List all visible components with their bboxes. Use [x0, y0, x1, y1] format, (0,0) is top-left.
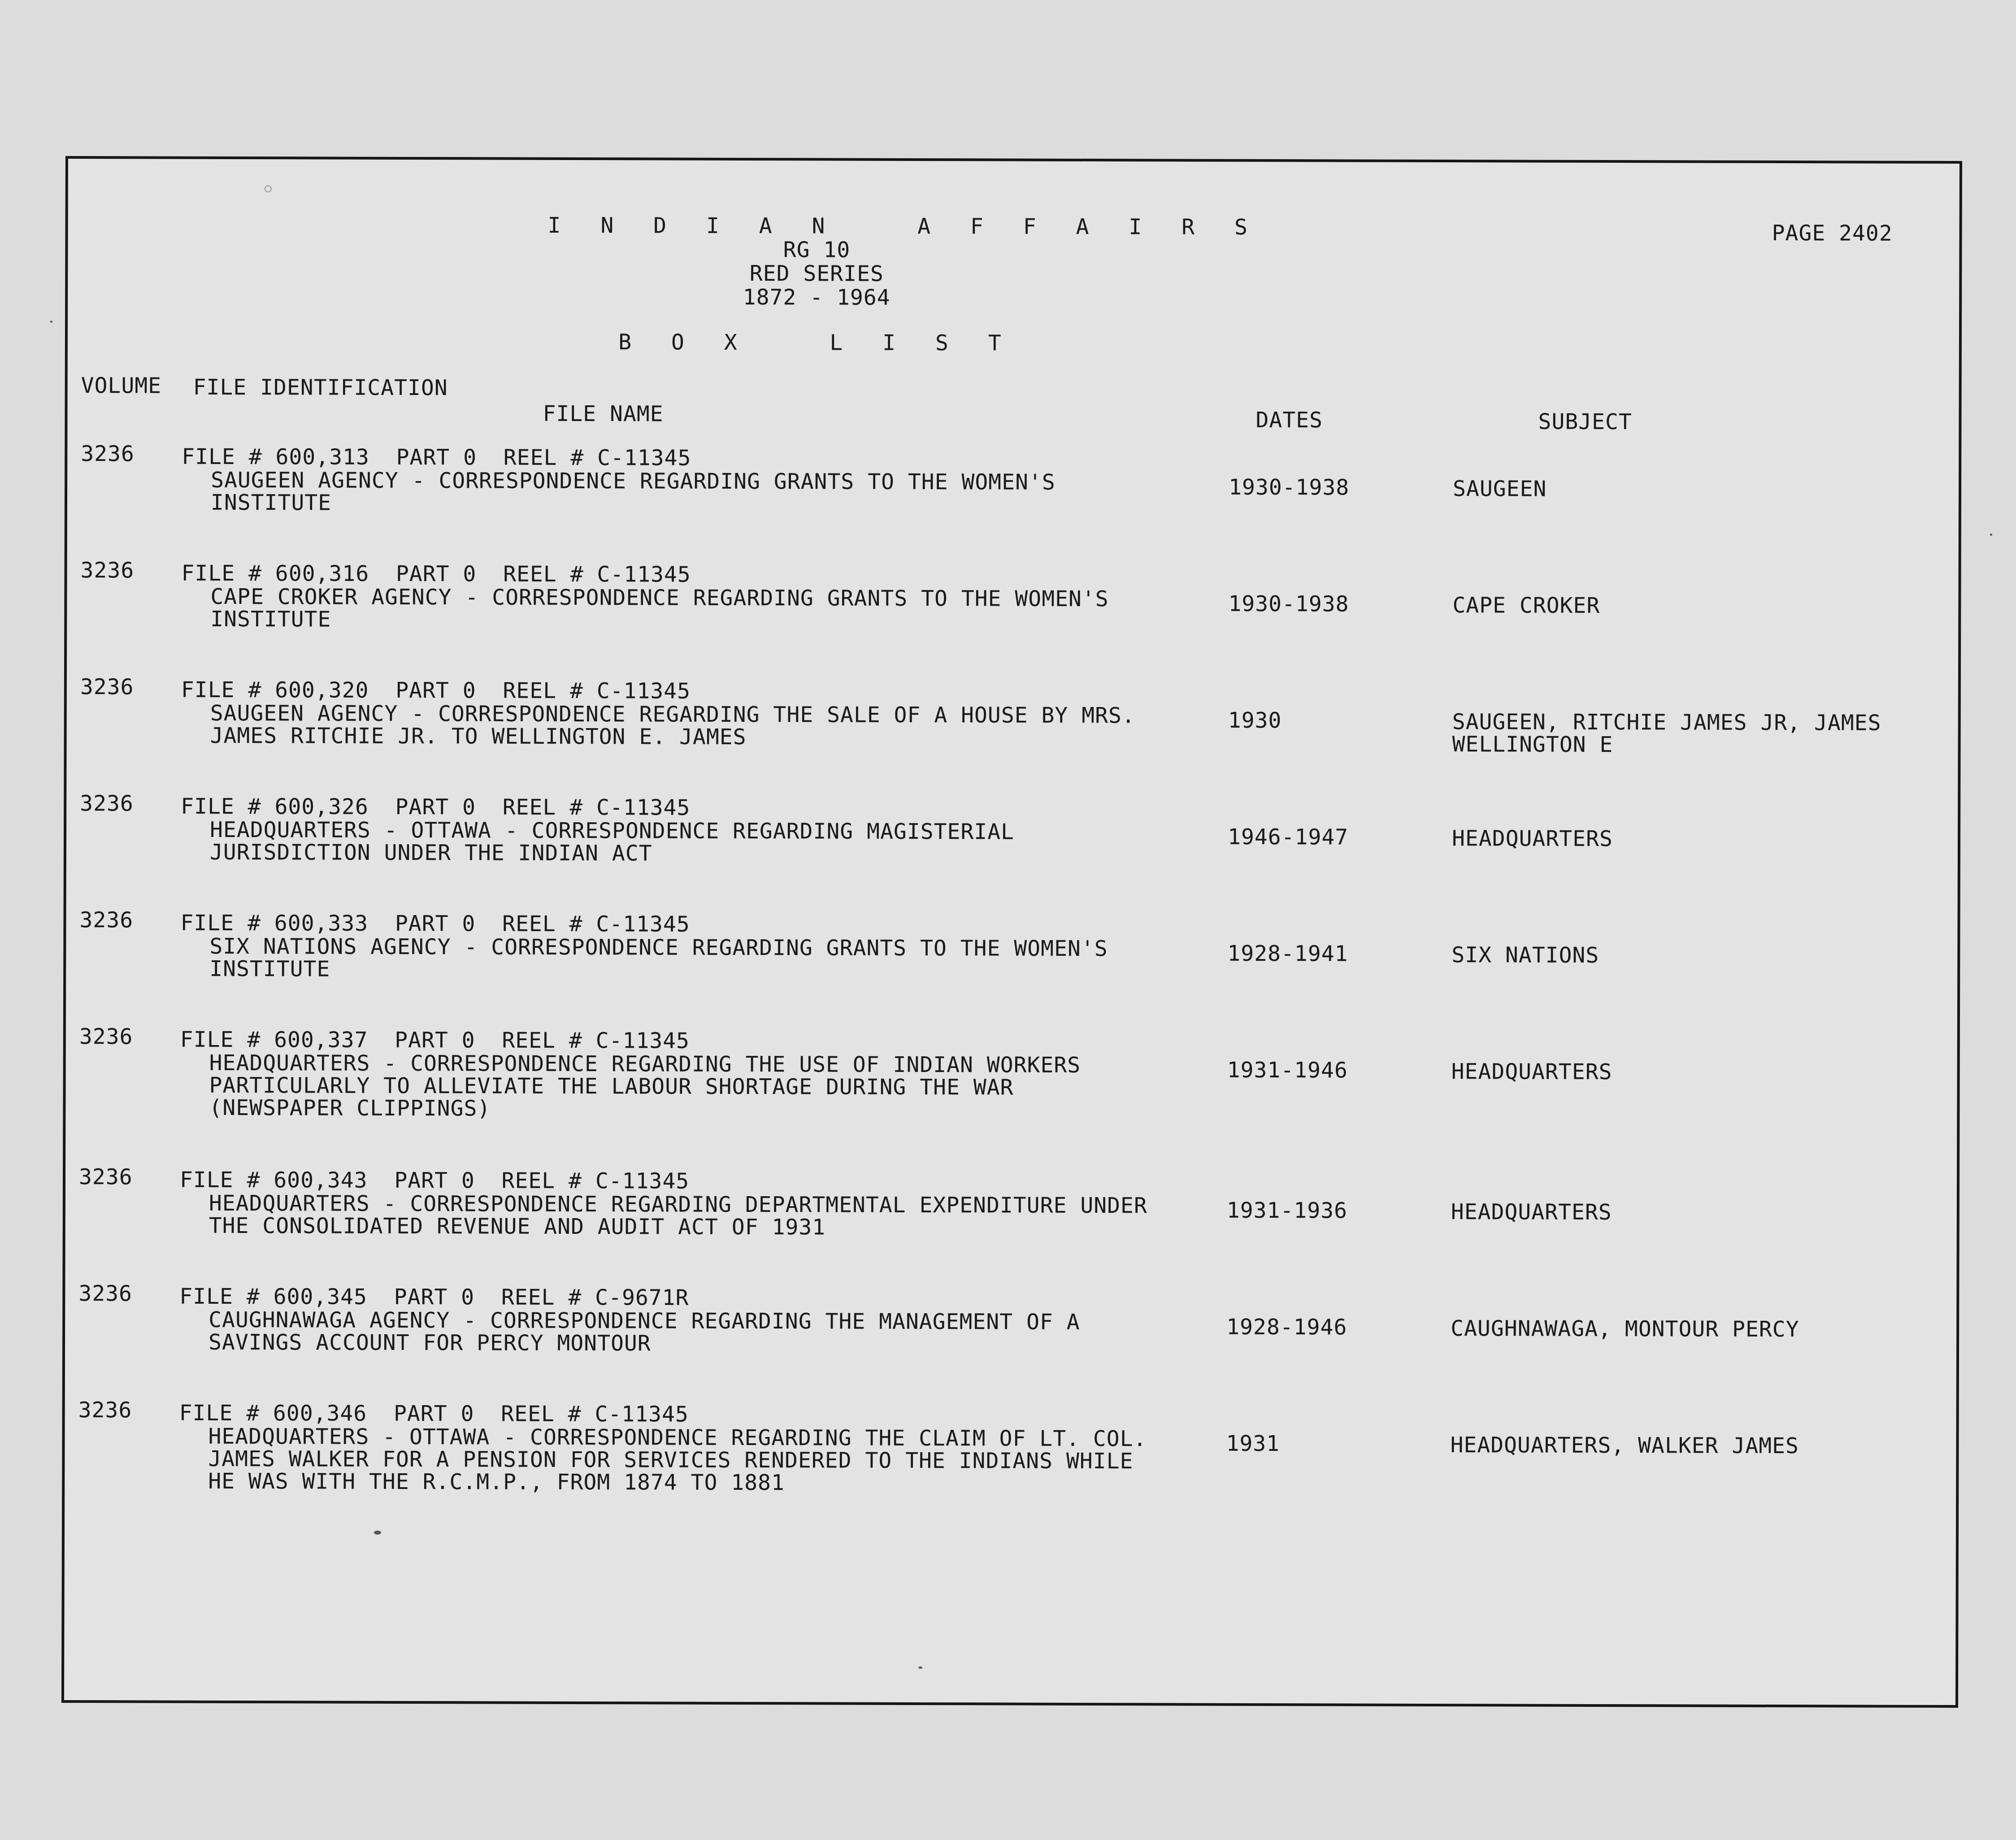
- file-dates: 1946-1947: [1227, 824, 1349, 850]
- file-description-line: INSTITUTE: [210, 490, 332, 516]
- file-description-line: SAVINGS ACCOUNT FOR PERCY MONTOUR: [209, 1329, 651, 1356]
- file-description-line: THE CONSOLIDATED REVENUE AND AUDIT ACT OF 1931: [209, 1213, 826, 1240]
- file-reference: FILE # 600,337 PART 0 REEL # C-11345: [180, 1027, 690, 1054]
- volume-number: 3236: [79, 1024, 133, 1050]
- file-reference: FILE # 600,346 PART 0 REEL # C-11345: [179, 1400, 689, 1427]
- file-description-line: CAPE CROKER AGENCY - CORRESPONDENCE REGARDING GRANTS TO THE WOMEN'S: [210, 584, 1109, 612]
- file-description-line: (NEWSPAPER CLIPPINGS): [209, 1095, 491, 1121]
- column-header-file-identification: FILE IDENTIFICATION: [193, 374, 448, 401]
- file-reference: FILE # 600,313 PART 0 REEL # C-11345: [182, 444, 691, 471]
- file-reference: FILE # 600,316 PART 0 REEL # C-11345: [181, 560, 691, 587]
- file-dates: 1931: [1226, 1431, 1280, 1457]
- file-subject: WELLINGTON E: [1452, 732, 1613, 758]
- column-header-dates: DATES: [1256, 407, 1323, 433]
- volume-number: 3236: [78, 1397, 132, 1423]
- volume-number: 3236: [80, 558, 135, 583]
- file-dates: 1930-1938: [1229, 474, 1350, 500]
- column-header-subject: SUBJECT: [1538, 409, 1632, 435]
- file-subject: HEADQUARTERS: [1451, 1059, 1612, 1085]
- file-description-line: INSTITUTE: [210, 606, 331, 632]
- file-description-line: PARTICULARLY TO ALLEVIATE THE LABOUR SHORTAGE DURING THE WAR: [209, 1072, 1014, 1100]
- file-description-line: HEADQUARTERS - OTTAWA - CORRESPONDENCE REGARDING MAGISTERIAL: [209, 817, 1015, 845]
- scan-speck: [1990, 534, 1992, 536]
- file-subject: CAUGHNAWAGA, MONTOUR PERCY: [1451, 1316, 1799, 1342]
- file-description-line: INSTITUTE: [209, 956, 330, 982]
- file-subject: HEADQUARTERS: [1451, 826, 1613, 852]
- file-subject: SAUGEEN: [1452, 476, 1547, 502]
- file-dates: 1930-1938: [1228, 591, 1349, 617]
- volume-number: 3236: [78, 1164, 133, 1190]
- volume-number: 3236: [78, 1281, 133, 1306]
- file-description-line: JURISDICTION UNDER THE INDIAN ACT: [209, 839, 652, 866]
- file-dates: 1930: [1228, 707, 1282, 733]
- scan-speck: [918, 1666, 922, 1669]
- volume-number: 3236: [80, 791, 134, 816]
- file-reference: FILE # 600,345 PART 0 REEL # C-9671R: [179, 1284, 689, 1311]
- file-description-line: HEADQUARTERS - CORRESPONDENCE REGARDING DEPARTMENTAL EXPENDITURE UNDER: [209, 1190, 1147, 1219]
- page-number: PAGE 2402: [1772, 220, 1893, 246]
- file-subject: SIX NATIONS: [1451, 942, 1599, 968]
- file-dates: 1928-1941: [1227, 941, 1348, 967]
- file-description-line: JAMES RITCHIE JR. TO WELLINGTON E. JAMES: [210, 723, 747, 750]
- file-reference: FILE # 600,343 PART 0 REEL # C-11345: [179, 1167, 690, 1194]
- file-subject: CAPE CROKER: [1452, 593, 1600, 618]
- file-description-line: JAMES WALKER FOR A PENSION FOR SERVICES RENDERED TO THE INDIANS WHILE: [208, 1446, 1134, 1474]
- file-dates: 1931-1946: [1227, 1057, 1348, 1083]
- file-reference: FILE # 600,333 PART 0 REEL # C-11345: [180, 910, 690, 937]
- volume-number: 3236: [79, 907, 134, 933]
- file-description-line: HE WAS WITH THE R.C.M.P., FROM 1874 TO 1881: [208, 1468, 785, 1496]
- box-list-title: B O X L I S T: [618, 330, 1015, 356]
- scan-speck: [265, 185, 272, 192]
- scan-speck: [50, 321, 52, 323]
- file-dates: 1928-1946: [1226, 1314, 1347, 1340]
- file-description-line: SIX NATIONS AGENCY - CORRESPONDENCE REGARDING GRANTS TO THE WOMEN'S: [209, 933, 1108, 962]
- file-description-line: HEADQUARTERS - CORRESPONDENCE REGARDING THE USE OF INDIAN WORKERS: [209, 1050, 1081, 1078]
- file-subject: SAUGEEN, RITCHIE JAMES JR, JAMES: [1452, 709, 1881, 736]
- file-description-line: CAUGHNAWAGA AGENCY - CORRESPONDENCE REGARDING THE MANAGEMENT OF A: [209, 1307, 1080, 1335]
- file-reference: FILE # 600,320 PART 0 REEL # C-11345: [181, 677, 691, 704]
- file-description-line: HEADQUARTERS - OTTAWA - CORRESPONDENCE REGARDING THE CLAIM OF LT. COL.: [208, 1423, 1147, 1452]
- file-dates: 1931-1936: [1226, 1198, 1348, 1224]
- document-sheet: [61, 156, 1962, 1708]
- header-series: RED SERIES: [749, 260, 884, 286]
- header-years: 1872 - 1964: [743, 284, 891, 310]
- header-title: I N D I A N A F F A I R S: [547, 213, 1261, 240]
- file-subject: HEADQUARTERS, WALKER JAMES: [1450, 1432, 1799, 1459]
- column-header-file-name: FILE NAME: [543, 401, 664, 427]
- file-subject: HEADQUARTERS: [1451, 1199, 1612, 1225]
- file-description-line: SAUGEEN AGENCY - CORRESPONDENCE REGARDING GRANTS TO THE WOMEN'S: [211, 467, 1056, 495]
- scan-speck: [374, 1531, 381, 1535]
- file-reference: FILE # 600,326 PART 0 REEL # C-11345: [181, 794, 691, 820]
- header-record-group: RG 10: [783, 237, 851, 263]
- volume-number: 3236: [81, 441, 135, 467]
- column-header-volume: VOLUME: [81, 373, 162, 399]
- volume-number: 3236: [80, 674, 134, 700]
- file-description-line: SAUGEEN AGENCY - CORRESPONDENCE REGARDING THE SALE OF A HOUSE BY MRS.: [210, 700, 1135, 729]
